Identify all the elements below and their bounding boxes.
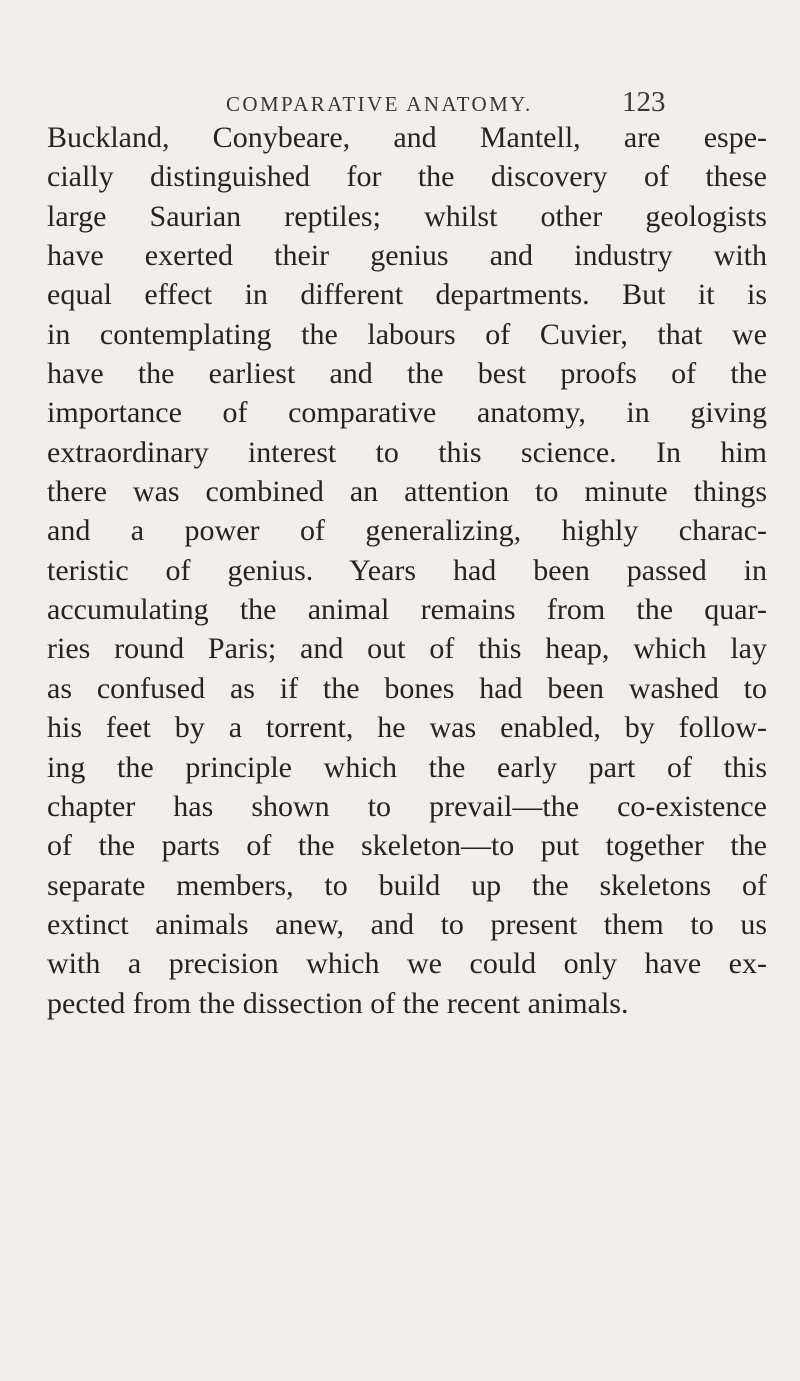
text-line: ries round Paris; and out of this heap, which lay: [47, 632, 767, 666]
text-line: there was combined an attention to minute things: [47, 475, 767, 509]
text-line: extraordinary interest to this science. In him: [47, 435, 767, 469]
running-title: COMPARATIVE ANATOMY.: [226, 92, 533, 116]
text-line: chapter has shown to prevail—the co-existence: [47, 789, 767, 823]
page-number: 123: [622, 86, 666, 118]
text-line: pected from the dissection of the recent animals.: [47, 986, 629, 1020]
text-line: his feet by a torrent, he was enabled, by follow-: [47, 711, 767, 745]
text-line: of the parts of the skeleton—to put together the: [47, 829, 767, 863]
text-line: and a power of generalizing, highly charac-: [47, 514, 767, 548]
text-line: large Saurian reptiles; whilst other geologists: [47, 199, 767, 233]
text-line: ing the principle which the early part of this: [47, 750, 767, 784]
text-line: separate members, to build up the skeletons of: [47, 868, 767, 902]
text-line: in contemplating the labours of Cuvier, that we: [47, 317, 767, 351]
text-line: importance of comparative anatomy, in giving: [47, 396, 767, 430]
text-line: have exerted their genius and industry with: [47, 239, 767, 273]
text-line: teristic of genius. Years had been passed in: [47, 553, 767, 587]
text-line: as confused as if the bones had been washed to: [47, 671, 767, 705]
text-line: Buckland, Conybeare, and Mantell, are espe-: [47, 121, 767, 154]
body-paragraph: [47, 118, 767, 1023]
text-line: cially distinguished for the discovery of these: [47, 160, 767, 194]
text-line: have the earliest and the best proofs of the: [47, 357, 767, 391]
text-line: equal effect in different departments. But it is: [47, 278, 767, 312]
text-line: with a precision which we could only have ex-: [47, 947, 767, 981]
text-line: extinct animals anew, and to present them to us: [47, 907, 767, 941]
text-line: accumulating the animal remains from the quar-: [47, 593, 767, 627]
